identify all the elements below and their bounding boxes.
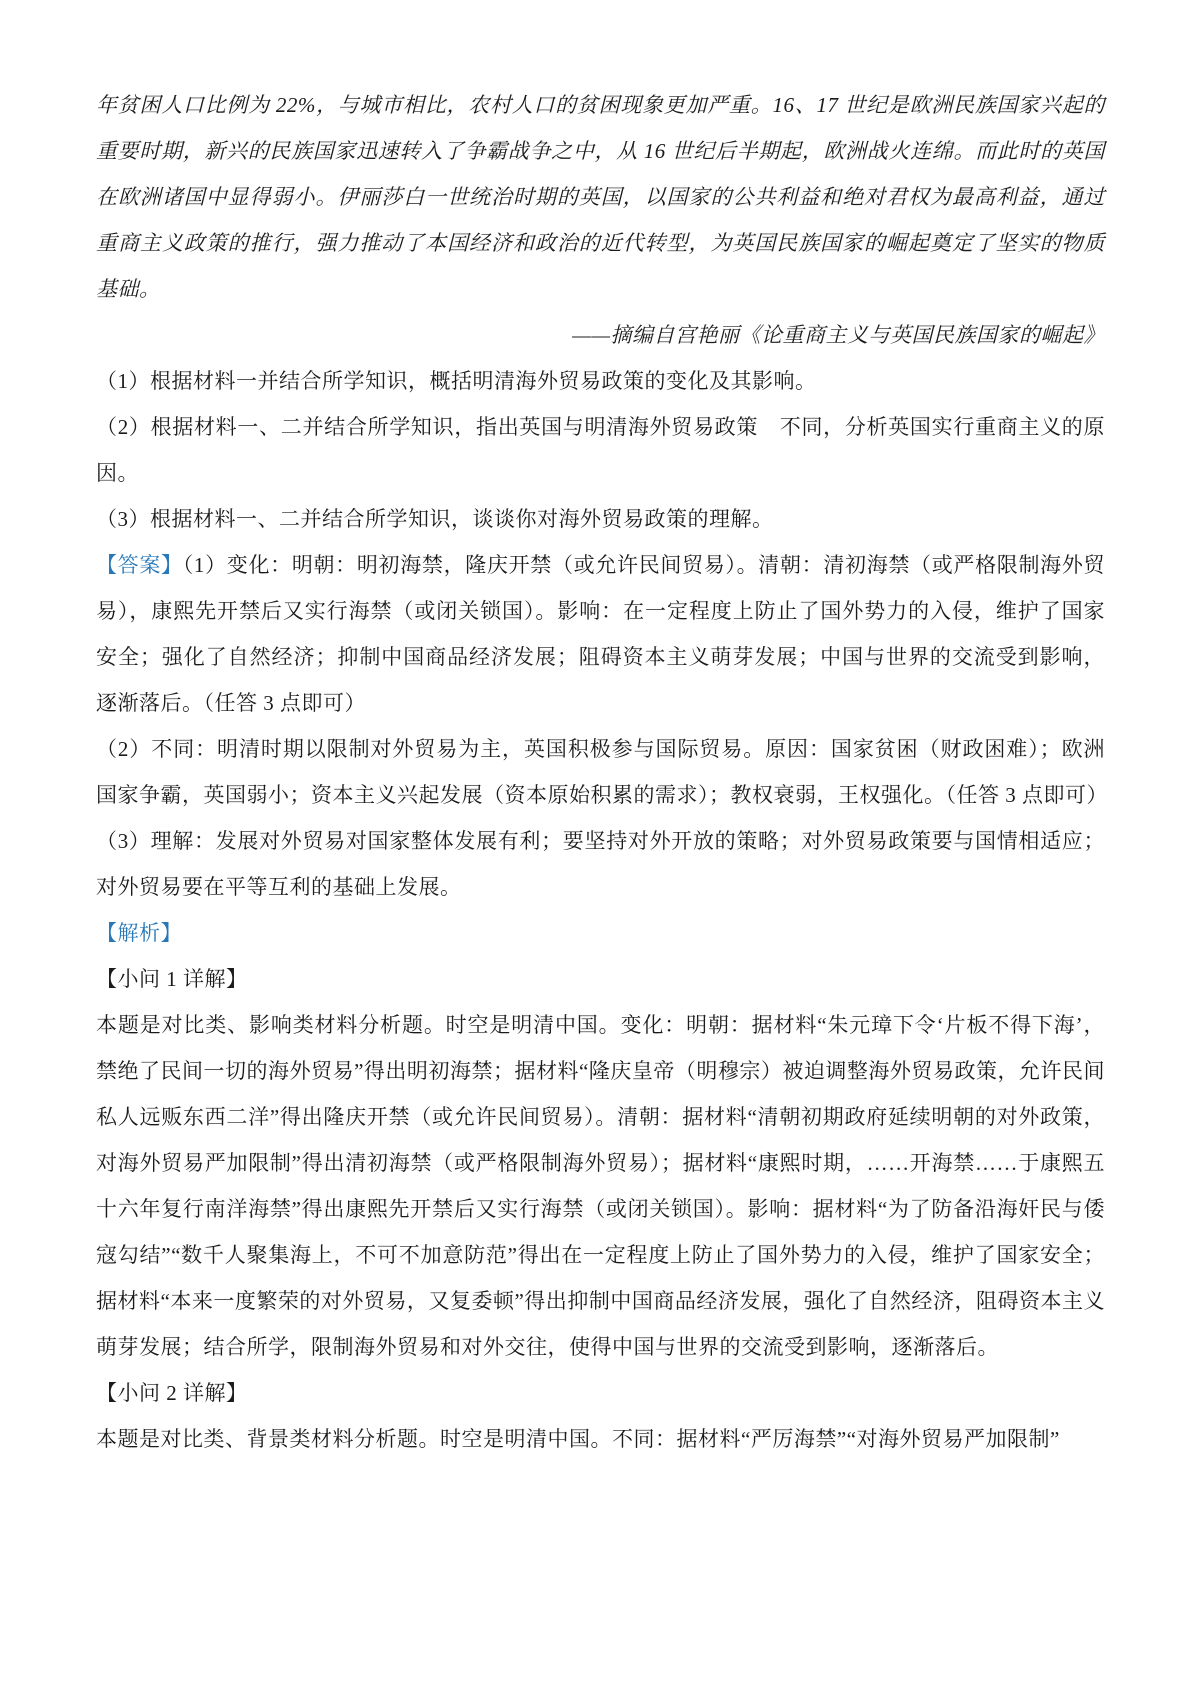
answer-paragraph-1 bbox=[96, 542, 1105, 726]
question-2: （2）根据材料一、二并结合所学知识，指出英国与明清海外贸易政策 不同，分析英国实行重商主义的原因。 bbox=[96, 415, 1105, 485]
answer-paragraph-2: （2）不同：明清时期以限制对外贸易为主，英国积极参与国际贸易。原因：国家贫困（财政困难）；欧洲国家争霸，英国弱小；资本主义兴起发展（资本原始积累的需求）；教权衰弱，王权强化。（任答 3 点即可） bbox=[96, 737, 1108, 807]
answer-paragraph-3: （3）理解：发展对外贸易对国家整体发展有利；要坚持对外开放的策略；对外贸易政策要与国情相适应；对外贸易要在平等互利的基础上发展。 bbox=[96, 829, 1105, 899]
material-attribution: ——摘编自宫艳丽《论重商主义与英国民族国家的崛起》 bbox=[572, 323, 1105, 347]
answer-text-1: （1）变化：明朝：明初海禁，隆庆开禁（或允许民间贸易）。清朝：清初海禁（或严格限制海外贸易），康熙先开禁后又实行海禁（或闭关锁国）。影响：在一定程度上防止了国外势力的入侵，维护了国家安全；强化了自然经济；抑制中国商品经济发展；阻碍资本主义萌芽发展；中国与世界的交流受到影响，逐渐落后。（任答 3 点即可） bbox=[96, 553, 1106, 715]
question-3: （3）根据材料一、二并结合所学知识，谈谈你对海外贸易政策的理解。 bbox=[96, 507, 774, 531]
answer-label: 【答案】 bbox=[96, 553, 183, 577]
analysis-label: 【解析】 bbox=[96, 921, 182, 945]
analysis-heading-2: 【小问 2 详解】 bbox=[96, 1381, 248, 1405]
analysis-text-2: 本题是对比类、背景类材料分析题。时空是明清中国。不同：据材料“严厉海禁”“对海外贸易严加限制” bbox=[96, 1427, 1060, 1451]
analysis-heading-1: 【小问 1 详解】 bbox=[96, 967, 248, 991]
material-paragraph: 年贫困人口比例为 22%，与城市相比，农村人口的贫困现象更加严重。16、17 世纪是欧洲民族国家兴起的重要时期，新兴的民族国家迅速转入了争霸战争之中，从 16 世纪后半期起，欧洲战火连绵。而此时的英国在欧洲诸国中显得弱小。伊丽莎白一世统治时期的英国，以国家的公共利益和绝对君权为最高利益，通过重商主义政策的推行，强力推动了本国经济和政治的近代转型，为英国民族国家的崛起奠定了坚实的物质基础。 bbox=[96, 93, 1105, 301]
question-1: （1）根据材料一并结合所学知识，概括明清海外贸易政策的变化及其影响。 bbox=[96, 369, 817, 393]
analysis-text-1: 本题是对比类、影响类材料分析题。时空是明清中国。变化：明朝：据材料“朱元璋下令‘片板不得下海’，禁绝了民间一切的海外贸易”得出明初海禁；据材料“隆庆皇帝（明穆宗）被迫调整海外贸易政策，允许民间私人远贩东西二洋”得出隆庆开禁（或允许民间贸易）。清朝：据材料“清朝初期政府延续明朝的对外政策，对海外贸易严加限制”得出清初海禁（或严格限制海外贸易）；据材料“康熙时期，……开海禁……于康熙五十六年复行南洋海禁”得出康熙先开禁后又实行海禁（或闭关锁国）。影响：据材料“为了防备沿海奸民与倭寇勾结”“数千人聚集海上，不可不加意防范”得出在一定程度上防止了国外势力的入侵，维护了国家安全；据材料“本来一度繁荣的对外贸易，又复委顿”得出抑制中国商品经济发展，强化了自然经济，阻碍资本主义萌芽发展；结合所学，限制海外贸易和对外交往，使得中国与世界的交流受到影响，逐渐落后。 bbox=[96, 1013, 1105, 1359]
